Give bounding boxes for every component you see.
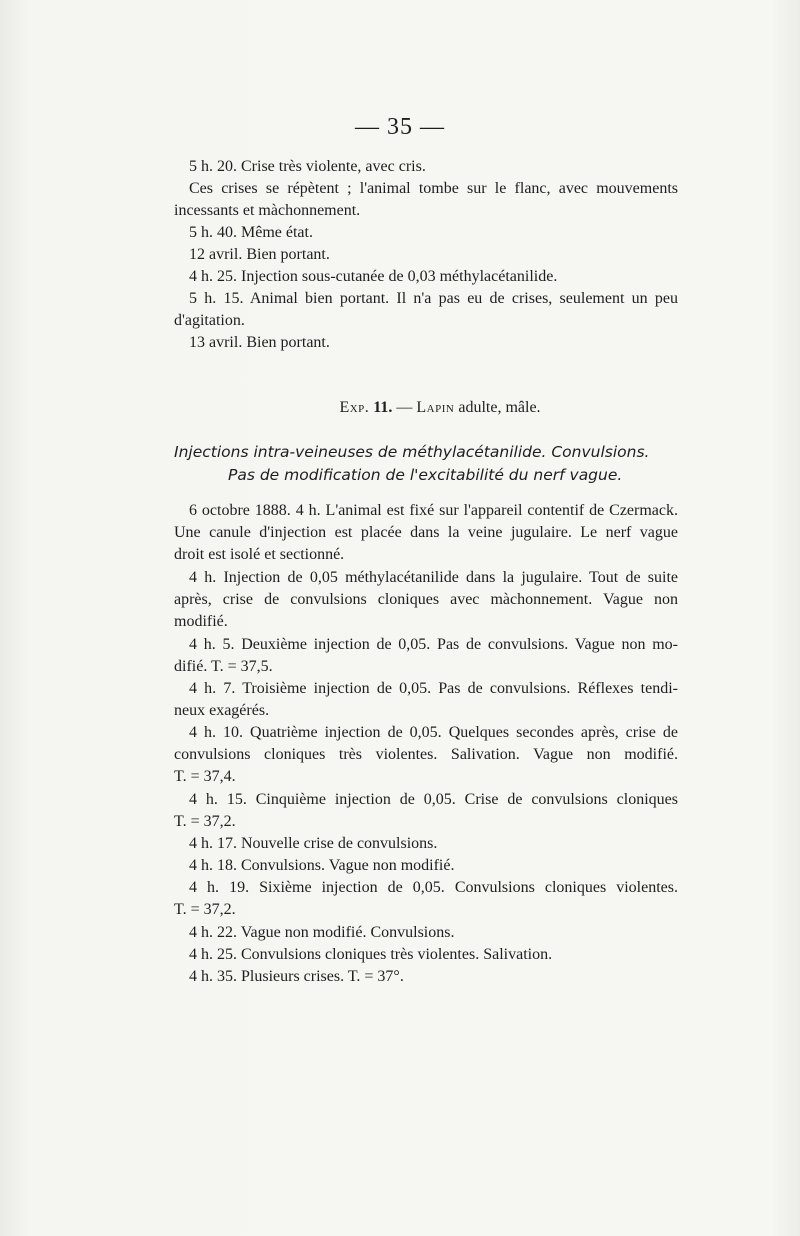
experiment-label: Exp. xyxy=(339,399,370,416)
experiment-heading xyxy=(0,396,800,420)
text-line: d'agitation. xyxy=(174,312,245,329)
text-line: 12 avril. Bien portant. xyxy=(189,246,330,263)
text-line: 4 h. 17. Nouvelle crise de convulsions. xyxy=(189,835,438,852)
text-line: T. = 37,2. xyxy=(174,901,236,918)
experiment-subtitle-line1: Injections intra-veineuses de méthylacétanilide. Convulsions. xyxy=(174,443,650,461)
text-line: T. = 37,2. xyxy=(174,813,236,830)
experiment-subtitle-line2: Pas de modification de l'excitabilité du nerf vague. xyxy=(228,466,623,484)
experiment-dash: — xyxy=(396,399,413,416)
text-line: incessants et màchonnement. xyxy=(174,202,361,219)
text-line: difié. T. = 37,5. xyxy=(174,658,273,675)
text-line: 4 h. 35. Plusieurs crises. T. = 37°. xyxy=(189,968,404,985)
experiment-subject-rest: adulte, mâle. xyxy=(458,399,541,416)
text-line: 6 octobre 1888. 4 h. L'animal est fixé sur l'appareil contentif de Czermack. xyxy=(189,502,678,519)
text-line: 4 h. 25. Injection sous-cutanée de 0,03 méthylacétanilide. xyxy=(189,268,558,285)
experiment-number: 11. xyxy=(373,399,393,416)
text-line: 4 h. 25. Convulsions cloniques très violentes. Salivation. xyxy=(189,946,553,963)
text-line: 4 h. 7. Troisième injection de 0,05. Pas de convulsions. Réflexes tendi- xyxy=(189,680,678,697)
text-line: T. = 37,4. xyxy=(174,768,236,785)
text-line: neux exagérés. xyxy=(174,702,270,719)
text-line: 4 h. 19. Sixième injection de 0,05. Convulsions cloniques violentes. xyxy=(189,879,678,896)
text-line: 4 h. 5. Deuxième injection de 0,05. Pas de convulsions. Vague non mo- xyxy=(189,636,678,653)
page-number: — 35 — xyxy=(355,114,445,140)
text-line: Une canule d'injection est placée dans la veine jugulaire. Le nerf vague xyxy=(174,524,678,541)
text-line: 5 h. 20. Crise très violente, avec cris. xyxy=(189,158,426,175)
text-line: 4 h. 18. Convulsions. Vague non modifié. xyxy=(189,857,455,874)
text-line: 4 h. Injection de 0,05 méthylacétanilide dans la jugulaire. Tout de suite xyxy=(189,569,678,586)
text-line: modifié. xyxy=(174,613,228,630)
text-line: 5 h. 15. Animal bien portant. Il n'a pas eu de crises, seulement un peu xyxy=(189,290,678,307)
text-line: 4 h. 22. Vague non modifié. Convulsions. xyxy=(189,924,455,941)
text-line: 4 h. 10. Quatrième injection de 0,05. Quelques secondes après, crise de xyxy=(189,724,678,741)
text-line: 13 avril. Bien portant. xyxy=(189,334,330,351)
text-line: convulsions cloniques très violentes. Salivation. Vague non modifié. xyxy=(174,746,678,763)
text-line: 4 h. 15. Cinquième injection de 0,05. Crise de convulsions cloniques xyxy=(189,791,678,808)
text-line: après, crise de convulsions cloniques avec màchonnement. Vague non xyxy=(174,591,678,608)
experiment-subject: Lapin xyxy=(416,399,455,416)
text-line: 5 h. 40. Même état. xyxy=(189,224,313,241)
text-line: droit est isolé et sectionné. xyxy=(174,546,345,563)
text-line: Ces crises se répètent ; l'animal tombe sur le flanc, avec mouvements xyxy=(189,180,678,197)
